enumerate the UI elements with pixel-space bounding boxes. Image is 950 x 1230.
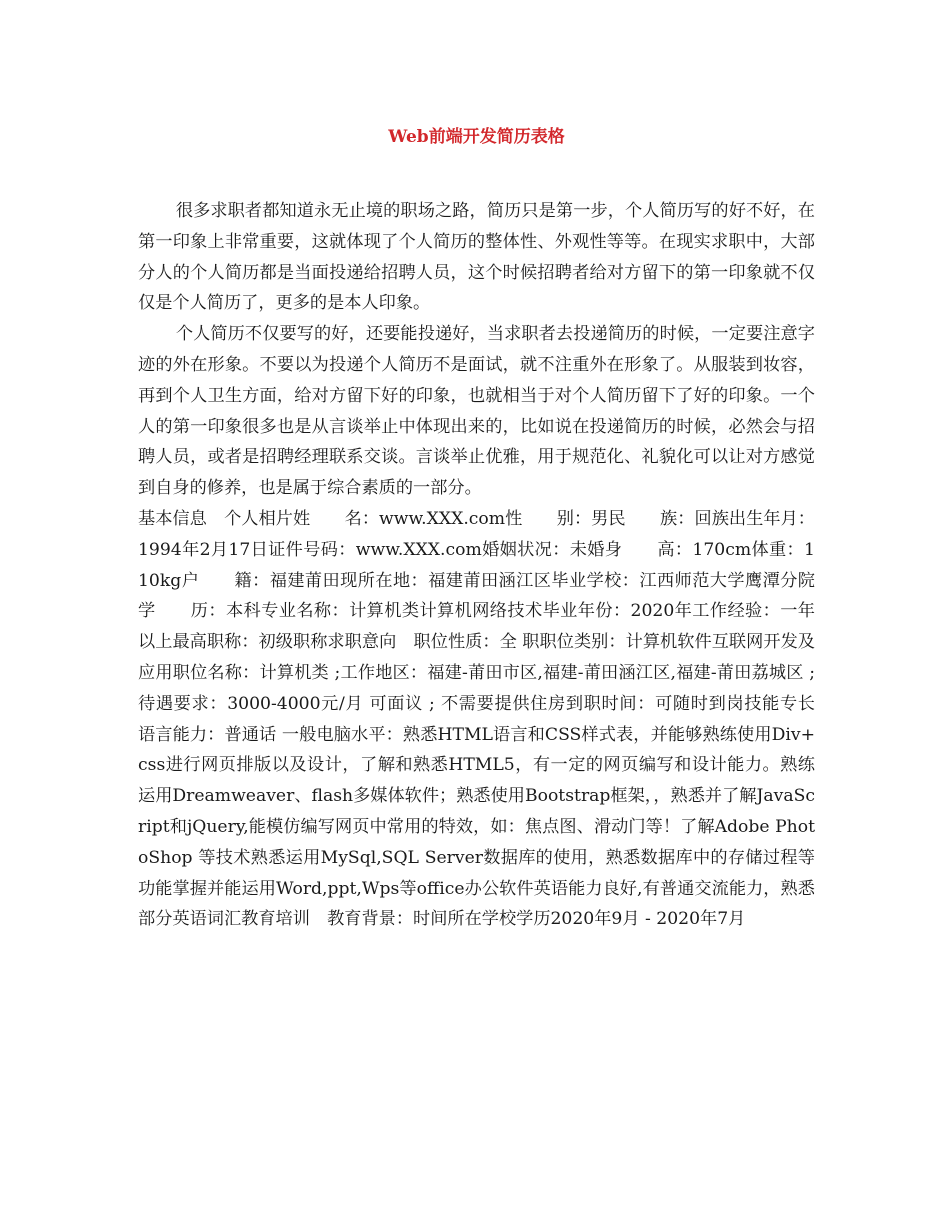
intro-paragraph-1: 很多求职者都知道永无止境的职场之路，简历只是第一步，个人简历写的好不好，在第一印象上非常重要，这就体现了个人简历的整体性、外观性等等。在现实求职中，大部分人的个人简历都是当面投递给招聘人员，这个时候招聘者给对方留下的第一印象就不仅仅是个人简历了，更多的是本人印象。 bbox=[138, 201, 815, 314]
intro-paragraph-2: 个人简历不仅要写的好，还要能投递好，当求职者去投递简历的时候，一定要注意字迹的外在形象。不要以为投递个人简历不是面试，就不注重外在形象了。从服装到妆容，再到个人卫生方面，给对方留下好的印象，也就相当于对个人简历留下了好的印象。一个人的第一印象很多也是从言谈举止中体现出来的，比如说在投递简历的时候，必然会与招聘人员，或者是招聘经理联系交谈。言谈举止优雅，用于规范化、礼貌化可以让对方感觉到自身的修养，也是属于综合素质的一部分。 bbox=[138, 324, 815, 499]
document-title: Web前端开发简历表格 bbox=[388, 127, 565, 147]
resume-details: 基本信息 个人相片姓 名：www.XXX.com性 别：男民 族：回族出生年月：1994年2月17日证件号码：www.XXX.com婚姻状况：未婚身 高：170cm体重：110kg户 籍：福建莆田现所在地：福建莆田涵江区毕业学校：江西师范大学鹰潭分院学 历：本科专业名称：计算机类计算机网络技术毕业年份：2020年工作经验：一年以上最高职称：初级职称求职意向 职位性质：全 职职位类别：计算机软件互联网开发及应用职位名称：计算机类 ;工作地区：福建-莆田市区,福建-莆田涵江区,福建-莆田荔城区 ;待遇要求：3000-4000元/月 可面议 ; 不需要提供住房到职时间：可随时到岗技能专长 语言能力：普通话 一般电脑水平：熟悉HTML语言和CSS样式表，并能够熟练使用Div+css进行网页排版以及设计，了解和熟悉HTML5，有一定的网页编写和设计能力。熟练运用Dreamweaver、flash多媒体软件；熟悉使用Bootstrap框架，，熟悉并了解JavaScript和jQuery,能模仿编写网页中常用的特效，如：焦点图、滑动门等！了解Adobe PhotoShop 等技术熟悉运用MySql,SQL Server数据库的使用，熟悉数据库中的存储过程等功能掌握并能运用Word,ppt,Wps等office办公软件英语能力良好,有普通交流能力，熟悉部分英语词汇教育培训 教育背景：时间所在学校学历2020年9月 - 2020年7月 bbox=[138, 508, 833, 930]
